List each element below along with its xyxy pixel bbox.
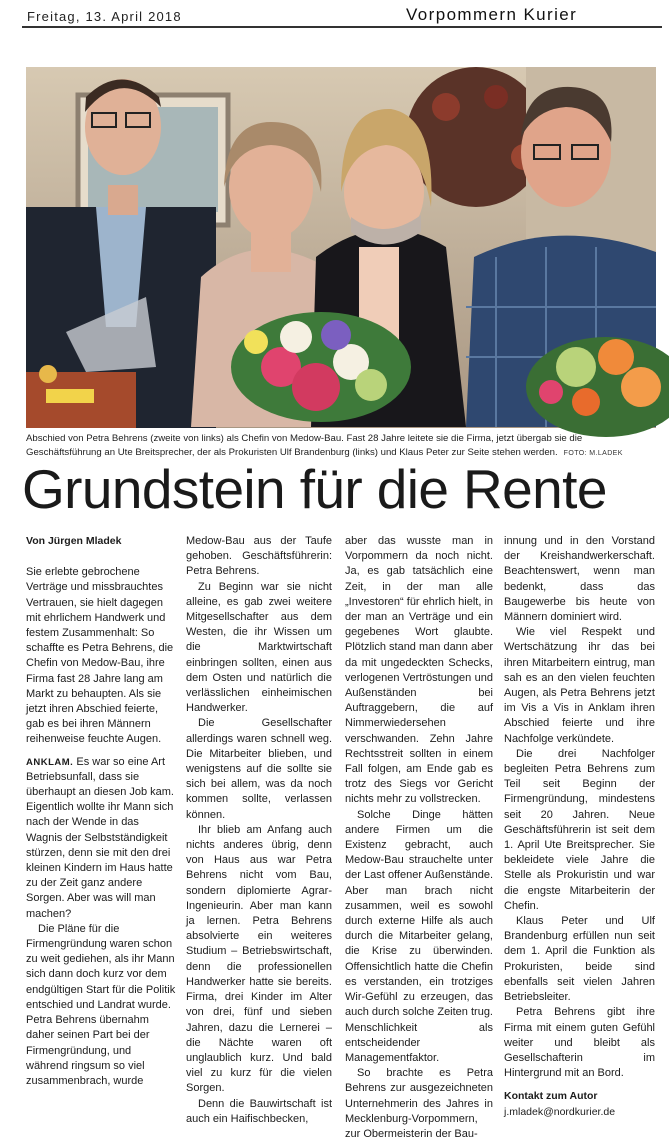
article-paragraph: Medow-Bau aus der Taufe gehoben. Geschäftsführerin: Petra Behrens.	[186, 535, 332, 578]
author-email-link[interactable]: j.mladek@nordkurier.de	[504, 1105, 616, 1118]
article-column-1	[26, 534, 176, 1089]
article-column-3	[345, 534, 493, 1142]
article-headline: Grundstein für die Rente	[22, 458, 607, 520]
article-paragraph: Wie viel Respekt und Wertschätzung ihr das bei ihren Mitarbeitern eintrug, man sah es an den vielen feuchten Augen, als Petra Behrens jetzt im Vis a Vis in Anklam ihren Abschied feierte und ihre Nachfolge verkündete.	[504, 626, 655, 745]
header-rule	[22, 26, 662, 28]
caption-text: Abschied von Petra Behrens (zweite von links) als Chefin von Medow-Bau. Fast 28 Jahre leitete sie die Firma, jetzt übergab sie die Geschäftsführung an Ute Breitsprecher, der als Prokuristen Ulf Brandenburg (links) und Klaus Peter zur Seite stehen werden.	[26, 433, 583, 458]
article-column-2	[186, 534, 332, 1127]
article-paragraph: So brachte es Petra Behrens zur ausgezeichneten Unternehmerin des Jahres in Mecklenburg-Vorpommern, zur Obermeisterin der Bau-	[345, 1067, 493, 1140]
edition-date: Freitag, 13. April 2018	[27, 9, 182, 24]
group-photo-icon	[26, 67, 656, 428]
article-intro: Sie erlebte gebrochene Verträge und missbrauchtes Vertrauen, sie hielt dagegen mit ehrlichem Handwerk und festem Zusammenhalt: So schaffte es Petra Behrens, die Chefin von Medow-Bau, ihre Firma fast 28 Jahre lang am Markt zu behaupten. Als sie jetzt ihren Abschied feierte, gab es bei ihren Männern reihenweise feuchte Augen.	[26, 566, 174, 746]
article-paragraph: Petra Behrens gibt ihre Firma mit einem guten Gefühl weiter und bleibt als Gesellschafterin im Hintergrund mit an Bord.	[504, 1006, 655, 1080]
article-paragraph: Zu Beginn war sie nicht alleine, es gab zwei weitere Mitgesellschafter aus dem Westen, die ihr Wissen um die Marktwirtschaft einbringen sollten, einen aus dem Osten und natürlich die verlässlichen einheimischen Handwerker.	[186, 580, 332, 715]
article-paragraph: ANKLAM. Es war so eine Art Betriebsunfall, dass sie überhaupt an diesen Job kam. Eigentlich wollte ihr Mann sich nach der Wende in das Wagnis der Selbstständigkeit stürzen, denn sie mit den drei kleinen Kindern im Haus hatte zu der Zeit ganz andere Sorgen. Aber was will man machen?	[26, 755, 174, 920]
article-paragraph: Ihr blieb am Anfang auch nichts anderes übrig, denn von Haus aus war Petra Behrens nicht vom Bau, sondern diplomierte Agrar-Ingenieurin. Aber man kann ja lernen. Petra Behrens absolvierte ein weiteres Studium – Betriebswirtschaft, denn die professionellen Handwerker hatte sie bereits. Firma, drei Kinder im Alter von drei, fünf und sieben Jahren, dazu die Lernerei – die Nächte waren oft unglaublich kurz. Und bald viel zu kurz für die vielen Sorgen.	[186, 823, 332, 1095]
article-photo	[26, 67, 656, 428]
article-paragraph: Die Gesellschafter allerdings waren schnell weg. Die Mitarbeiter blieben, und wenigstens auf die sollte sie sich bei allem, was da noch kommen sollte, verlassen können.	[186, 717, 332, 821]
newspaper-name: Vorpommern Kurier	[406, 5, 578, 24]
dateline: ANKLAM.	[26, 756, 74, 768]
article-paragraph: Die drei Nachfolger begleiten Petra Behrens zum Teil seit Beginn der Firmengründung, mindestens seit 20 Jahren. Neue Geschäftsführerin ist seit dem 1. April Ute Breitsprecher. Sie bekleidete viele Jahre die Stelle als Prokuristin und war die engste Mitarbeiterin der Chefin.	[504, 747, 655, 912]
photo-credit: FOTO: M.LADEK	[563, 450, 623, 457]
article-paragraph: Denn die Bauwirtschaft ist auch ein Haifischbecken,	[186, 1097, 332, 1125]
article-paragraph: Solche Dinge hätten andere Firmen um die Existenz gebracht, auch Medow-Bau strauchelte unter der Last offener Außenstände. Aber man brach nicht zusammen, weil es sowohl durch externe Hilfe als auch durch die Mitarbeiter gelang, die Krise zu überwinden. Offensichtlich hatte die Chefin es verstanden, ein trotziges Wir-Gefühl zu erzeugen, das auch durch solche Zeiten trug. Menschlichkeit als entscheidender Managementfaktor.	[345, 808, 493, 1064]
article-column-4	[504, 534, 655, 1120]
article-paragraph: innung und in den Vorstand der Kreishandwerkerschaft. Beachtenswert, wenn man bedenkt, dass das Baugewerbe bis heute von Männern dominiert wird.	[504, 535, 655, 624]
article-paragraph: Die Pläne für die Firmengründung waren schon zu weit gediehen, als ihr Mann sich dann doch kurz vor dem endgültigen Start für die Politik entschied und Landrat wurde. Petra Behrens übernahm daher seinen Part bei der Firmengründung, und während ringsum so viel zusammenbrach, wurde	[26, 922, 176, 1087]
article-author: Von Jürgen Mladek	[26, 535, 122, 547]
article-paragraph: aber das wusste man in Vorpommern da noch nicht. Ja, es gab tatsächlich eine Zeit, in der man alle „Investoren“ für ehrlich hielt, in der man an Verträge und ein gegebenes Wort glaubte. Plötzlich stand man dann aber da mit ungedeckten Schecks, verlogenen Vertröstungen und Außenständen bei Auftraggebern, die auf Nimmerwiedersehen verschwanden. Zehn Jahre Rechtsstreit sollten in einem Fall folgen, am Ende gab es trotz des Siegs vor Gericht nichts mehr zu vollstrecken.	[345, 535, 493, 806]
contact-heading: Kontakt zum Autor	[504, 1090, 598, 1103]
article-paragraph: Klaus Peter und Ulf Brandenburg erfüllen nun seit dem 1. April die Funktion als Prokuristen, beide sind ebenfalls seit vielen Jahren Betriebsleiter.	[504, 915, 655, 1004]
